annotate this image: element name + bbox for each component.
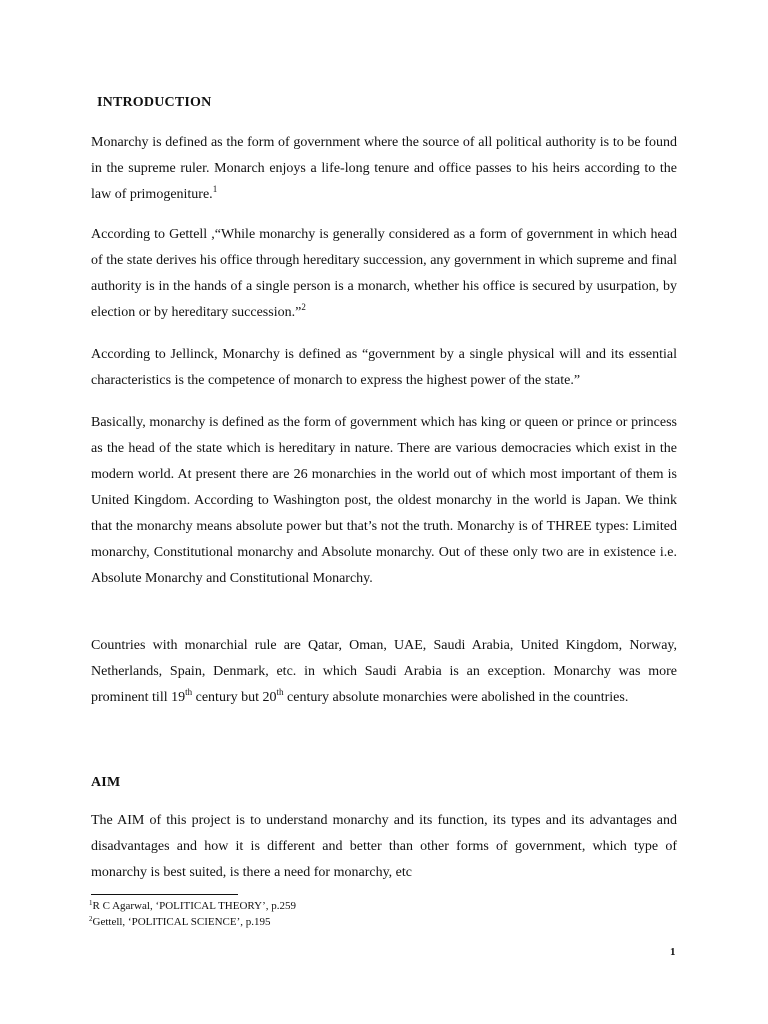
paragraph-monarchy-types	[91, 410, 677, 592]
paragraph-text: According to Gettell ,“While monarchy is generally considered as a form of government in which head of the state derives his office through hereditary succession, any government in which supreme and final authority is in the hands of a single person is a monarch, whether his office is secured by usurpation, by election or by hereditary succession.”	[91, 227, 677, 320]
footnote-ref-1: 1	[212, 184, 218, 194]
paragraph-text: Basically, monarchy is defined as the form of government which has king or queen or prince or princess as the head of the state which is hereditary in nature. There are various democracies which exist in the modern world. At present there are 26 monarchies in the world out of which most important of them is United Kingdom. According to Washington post, the oldest monarchy in the world is Japan. We think that the monarchy means absolute power but that’s not the truth. Monarchy is of THREE types: Limited monarchy, Constitutional monarchy and Absolute monarchy. Out of these only two are in existence i.e. Absolute Monarchy and Constitutional Monarchy.	[91, 415, 677, 586]
footnote-ref-2: 2	[301, 302, 306, 312]
ordinal-suffix: th	[185, 687, 193, 697]
footnote-text: R C Agarwal, ‘POLITICAL THEORY’, p.259	[92, 900, 296, 912]
footnote-2	[89, 915, 271, 929]
paragraph-text-part1: Countries with monarchial rule are Qatar, Oman, UAE, Saudi Arabia, United Kingdom, Norway, Netherlands, Spain, Denmark, etc. in which Saudi Arabia is an exception. Monarchy was more prominent till 19	[91, 638, 677, 705]
paragraph-text: Monarchy is defined as the form of government where the source of all political authority is to be found in the supreme ruler. Monarch enjoys a life-long tenure and office passes to his heirs according to the law of primogeniture.	[91, 135, 677, 202]
paragraph-monarchial-countries	[91, 633, 677, 711]
paragraph-text-part2: century but 20	[192, 690, 277, 705]
paragraph-jellinck-quote	[91, 342, 677, 394]
paragraph-text-part3: century absolute monarchies were abolished in the countries.	[283, 690, 629, 705]
aim-heading: AIM	[91, 775, 121, 790]
page-number: 1	[670, 946, 676, 958]
footnote-text: Gettell, ‘POLITICAL SCIENCE’, p.195	[92, 916, 271, 928]
footnote-mark: 1	[89, 899, 93, 907]
footnote-separator	[91, 894, 238, 895]
introduction-heading: INTRODUCTION	[97, 95, 212, 110]
paragraph-gettell-quote	[91, 222, 677, 326]
footnote-1	[89, 899, 296, 913]
paragraph-aim	[91, 808, 677, 886]
paragraph-monarchy-definition	[91, 130, 677, 208]
paragraph-text: The AIM of this project is to understand monarchy and its function, its types and its advantages and disadvantages and how it is different and better than other forms of government, which type of monarchy is best suited, is there a need for monarchy, etc	[91, 813, 677, 880]
paragraph-text: According to Jellinck, Monarchy is defined as “government by a single physical will and its essential characteristics is the competence of monarch to express the highest power of the state.”	[91, 347, 677, 388]
footnote-mark: 2	[89, 915, 93, 923]
ordinal-suffix: th	[276, 687, 284, 697]
